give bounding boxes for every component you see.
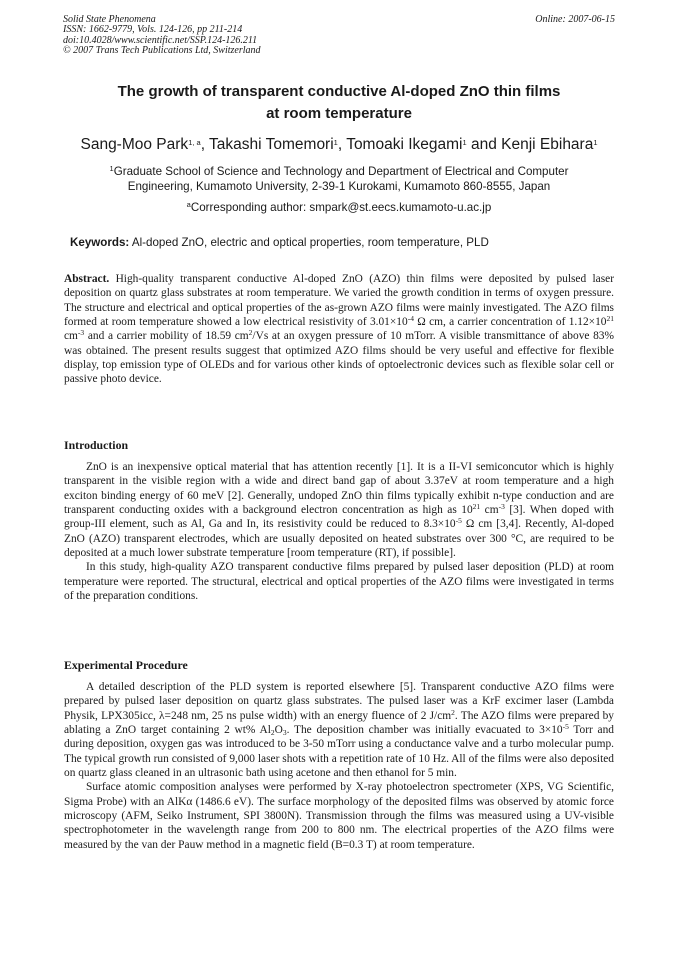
intro-text: [3]. When doped with group-III element, such as Al, Ga and In, its resistivity could be reduced to 8.3×10 (64, 504, 614, 531)
keywords (70, 235, 638, 250)
author-superscript: 1 (593, 138, 598, 147)
exp-sub: 2 (270, 728, 275, 738)
abstract-text: and a carrier mobility of 18.59 cm (84, 330, 249, 343)
author-name: Tomoaki Ikegami (346, 136, 463, 153)
affiliation-line-2: Engineering, Kumamoto University, 2-39-1 Kurokami, Kumamoto 860-8555, Japan (127, 180, 551, 193)
author-name: Takashi Tomemori (209, 136, 334, 153)
intro-text: ZnO is an inexpensive optical material that has attention recently [1]. It is a II-VI semiconcutor which is highly transparent in the visible region with a wide and direct band gap of about 3.37eV at room temperature and a high exciton binding energy of 60 meV [2]. Generally, undoped ZnO thin films typically exhibit n-type conduction and are transparent conducting oxides with a background electron concentration as high as 10 (64, 461, 614, 517)
author-superscript: 1, a (188, 138, 201, 147)
exp-text: . The deposition chamber was initially evacuated to 3×10 (286, 724, 563, 737)
author-superscript: 1 (462, 138, 467, 147)
experimental-paragraph-1 (64, 680, 614, 780)
introduction-heading: Introduction (64, 438, 129, 452)
author-name: Kenji Ebihara (501, 136, 594, 153)
experimental-section (64, 680, 614, 852)
experimental-paragraph-2: Surface atomic composition analyses were performed by X-ray photoelectron spectrometer (XPS, VG Scientific, Sigma Probe) with an AlKα (1486.6 eV). The surface morphology of the deposited films was observed by atomic force microscopy (AFM, Seiko Instrument, SPI 3800N). Transmission through the films was measured using a UV-visible spectrophotometer in the wavelength range from 200 to 800 nm. The electrical properties of the AZO films were measured by the van der Pauw method in a magnetic field (B=0.3 T) at room temperature. (64, 781, 614, 851)
author-superscript: 1 (333, 138, 338, 147)
experimental-heading-block (64, 658, 614, 672)
abstract-sup: 2 (248, 328, 253, 338)
corresponding-author (40, 200, 638, 215)
author-separator: , (200, 136, 210, 153)
intro-sup: 21 (472, 502, 481, 512)
author-list (20, 135, 658, 155)
keywords-text: Al-doped ZnO, electric and optical properties, room temperature, PLD (129, 236, 489, 249)
exp-text: Torr and during deposition, oxygen gas was introduced to be 3-50 mTorr using a conductance valve and a turbo molecular pump. The typical growth run consisted of 9,000 laser shots with a repetition rate of 10 Hz. All of the films were also deposited on quartz glass cleaned in an ultrasonic bath using acetone and then ethanol for 5 min. (64, 724, 614, 780)
exp-sup: 2 (451, 707, 455, 717)
author-separator: , (337, 136, 347, 153)
online-date (535, 15, 615, 25)
abstract-label: Abstract. (64, 273, 110, 285)
exp-text: A detailed description of the PLD system is reported elsewhere [5]. Transparent conductive AZO films were prepared by pulsed laser deposition on quartz glass substrates. The pulsed laser was a KrF excimer laser (Lambda Physik, LPX305icc, λ=248 nm, 25 ns pulse width) with an energy fluence of 2 J/cm (64, 681, 614, 722)
intro-sup: -3 (498, 502, 505, 512)
abstract-text: cm (64, 330, 78, 343)
abstract (64, 272, 614, 387)
corresponding-superscript: a (186, 200, 191, 209)
issn-line: ISSN: 1662-9779, Vols. 124-126, pp 211-214 (63, 24, 243, 36)
exp-text: . The AZO films were prepared by ablating a ZnO target containing 2 wt% Al (64, 709, 614, 737)
abstract-sup: -4 (407, 314, 414, 324)
paper-title (40, 81, 638, 125)
intro-text: Ω cm [3,4]. Recently, Al-doped ZnO (AZO) transparent electrodes, which are usually deposited on heated substrates over 300 °C, are required to be deposited at a much lower substrate temperature [room temperature (RT), if possible]. (64, 518, 614, 560)
experimental-heading: Experimental Procedure (64, 658, 188, 672)
introduction-section (64, 460, 614, 603)
affiliation (40, 164, 638, 194)
exp-sup: -5 (562, 722, 569, 732)
title-line-1: The growth of transparent conductive Al-doped ZnO thin films (117, 83, 561, 100)
abstract-sup: -3 (77, 328, 85, 338)
exp-sub: 3 (282, 728, 287, 738)
author-name: Sang-Moo Park (80, 136, 189, 153)
title-line-2: at room temperature (266, 105, 412, 122)
affiliation-text-1: Graduate School of Science and Technology and Department of Electrical and Computer (113, 165, 569, 178)
introduction-paragraph-2: In this study, high-quality AZO transparent conductive films prepared by pulsed laser deposition (PLD) at room temperature were reported. The structural, electrical and optical properties of the AZO films were investigated in terms of the preparation conditions. (64, 561, 614, 603)
keywords-label: Keywords: (70, 236, 130, 249)
abstract-text: /Vs at an oxygen pressure of 10 mTorr. A visible transmittance of above 83% was obtained. The present results suggest that optimized AZO films should be very useful and effective for flexible display, top emission type of OLEDs and for various other kinds of optoelectronic devices such as flexible solar cell or passive photo device. (64, 330, 614, 386)
doi-line: doi:10.4028/www.scientific.net/SSP.124-126.211 (63, 34, 258, 46)
intro-text: cm (480, 504, 499, 517)
abstract-paragraph (64, 272, 614, 387)
journal-header (63, 15, 261, 57)
journal-name: Solid State Phenomena (63, 14, 156, 25)
introduction-heading-block (64, 438, 614, 452)
intro-sup: -5 (455, 516, 462, 526)
exp-text: O (274, 724, 283, 737)
abstract-text: High-quality transparent conductive Al-doped ZnO (AZO) thin films were deposited by pulsed laser deposition on quartz glass substrates at room temperature. We varied the growth condition in terms of oxygen pressure. The structure and electrical and optical properties of the as-grown AZO films were mainly investigated. The AZO films formed at room temperature showed a low electrical resistivity of 3.01×10 (64, 273, 614, 329)
corresponding-text: Corresponding author: smpark@st.eecs.kumamoto-u.ac.jp (190, 201, 492, 214)
abstract-text: Ω cm, a carrier concentration of 1.12×10 (413, 316, 607, 329)
affiliation-line-1 (40, 164, 638, 179)
online-date-text: Online: 2007-06-15 (535, 14, 615, 25)
author-separator: and (466, 136, 502, 153)
copyright-line: © 2007 Trans Tech Publications Ltd, Switzerland (63, 45, 261, 57)
affiliation-superscript: 1 (109, 164, 114, 173)
abstract-sup: 21 (606, 314, 614, 324)
introduction-paragraph-1 (64, 460, 614, 560)
